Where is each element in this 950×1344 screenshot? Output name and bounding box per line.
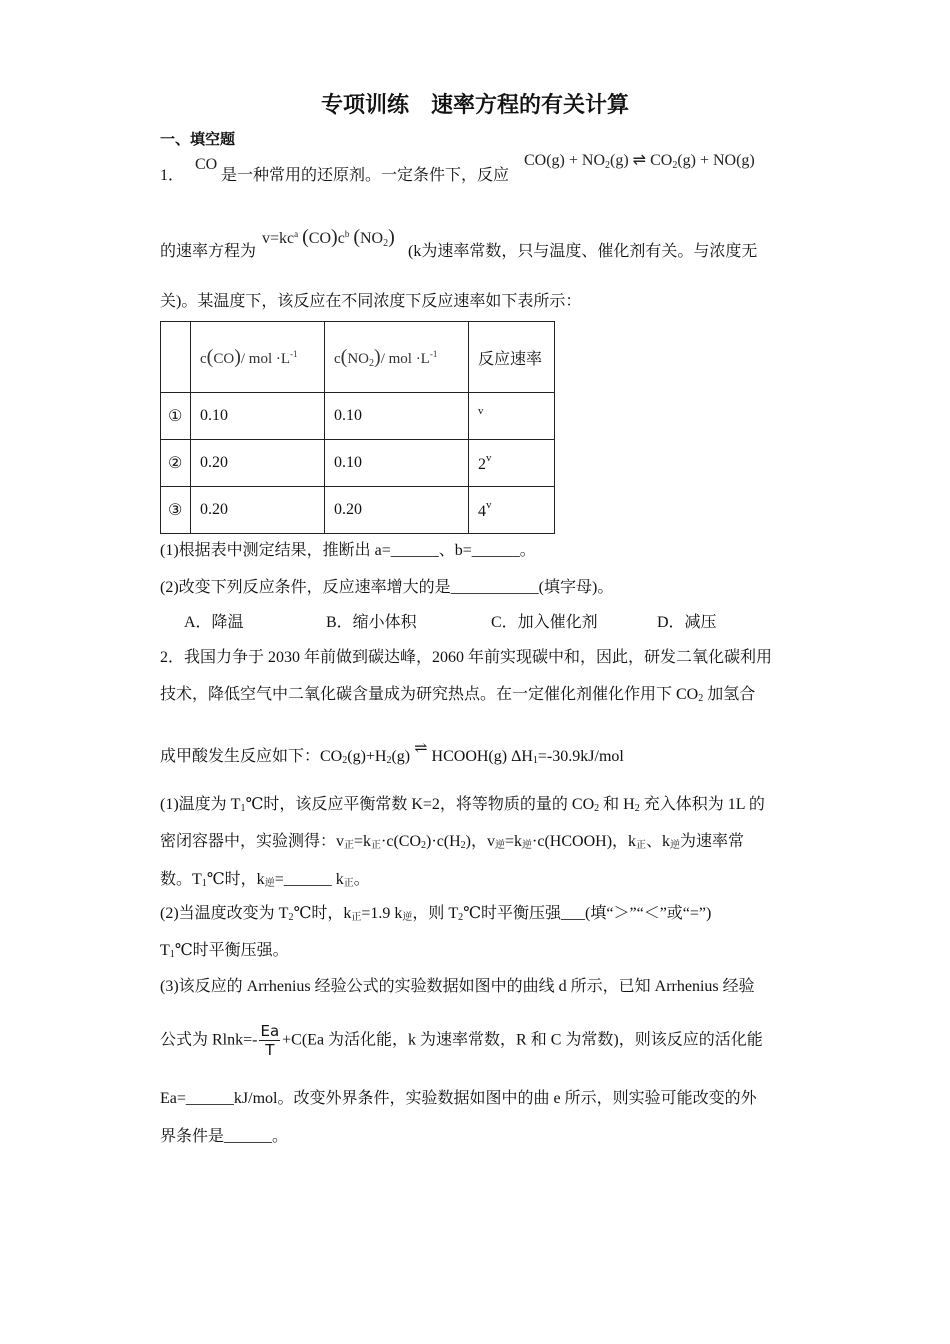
q1-line3: 关)。某温度下，该反应在不同浓度下反应速率如下表所示： [160,293,582,310]
table-header-empty [161,322,191,393]
q2-line1: 2．我国力争于 2030 年前做到碳达峰，2060 年前实现碳中和，因此，研发二氧化碳利用 [160,649,773,666]
activation-energy-fraction: $\frac{Ea}{T}$ [260,1022,280,1059]
q2-reaction-line: 成甲酸发生反应如下：CO2(g)+H2(g) ⇌ HCOOH(g) ΔH1=-30.9kJ/mol [160,740,624,766]
table-header-co: c(CO)/ mol $\cdot L^{-1}$ [191,322,325,393]
q1-rate-equation: $v=kc^a$ $(CO)c^b$ $(NO_2)$ [262,226,395,249]
rate-data-table [160,321,555,534]
option-a: A．降温 [184,614,244,631]
table-row: ③ 0.20 0.20 4$^v$ [161,487,555,534]
q2-line2: 技术，降低空气中二氧化碳含量成为研究热点。在一定催化剂催化作用下 CO2 加氢合 [160,686,756,704]
q2-s3-line4: 界条件是______。 [160,1128,289,1145]
q1-part1: (1)根据表中测定结果，推断出 a=______、b=______。 [160,542,536,559]
equilibrium-arrow: ⇌ [632,152,647,169]
q1-rate-suffix: (k为速率常数，只与温度、催化剂有关。与浓度无 [408,243,758,260]
option-b: B．缩小体积 [326,614,417,631]
q2-s1-line3: 数。T1℃时，k逆=______ k正。 [160,871,370,889]
section-heading: 一、填空题 [160,130,236,148]
q2-s1-line1: (1)温度为 T1℃时，该反应平衡常数 K=2，将等物质的量的 CO2 和 H2 充入体积为 1L 的 [160,796,765,814]
q2-s2-line1: (2)当温度改变为 T2℃时，k正=1.9 k逆，则 T2℃时平衡压强___(填“＞”“＜”或“=”) [160,905,712,923]
q2-s3-line3: Ea=______kJ/mol。改变外界条件，实验数据如图中的曲 e 所示，则实验可能改变的外 [160,1090,757,1107]
table-header-no2: $c(NO_2)/$ mol $\cdot L^{-1}$ [325,322,469,393]
table-row: ① 0.10 0.10 $^v$ [161,393,555,440]
page-title: 专项训练 速率方程的有关计算 [320,93,629,118]
q1-number: 1． [160,167,185,184]
table-row: ② 0.20 0.10 2$^v$ [161,440,555,487]
equilibrium-arrow: ⇌ [414,740,428,757]
q2-s2-line2: T1℃时平衡压强。 [160,942,289,960]
q1-intro: 是一种常用的还原剂。一定条件下，反应 [221,167,510,184]
option-d: D．减压 [657,614,717,631]
q1-part2: (2)改变下列反应条件，反应速率增大的是___________(填字母)。 [160,579,614,596]
table-header-rate: 反应速率 [469,322,555,393]
option-c: C．加入催化剂 [491,614,598,631]
q1-rate-prefix: 的速率方程为 [160,243,257,260]
q1-co-formula: CO [195,156,218,173]
q2-s1-line2: 密闭容器中，实验测得：v正=k正·c(CO2)·c(H2)，v逆=k逆·c(HCOOH)，k正、k逆为速率常 [160,833,745,851]
q2-s3-line1: (3)该反应的 Arrhenius 经验公式的实验数据如图中的曲线 d 所示，已知 Arrhenius 经验 [160,978,755,995]
q2-s3-line2: 公式为 Rlnk=- $\frac{Ea}{T}$ +C(Ea 为活化能，k 为速率常数，R 和 C 为常数)，则该反应的活化能 [160,1022,763,1059]
table-header-row [161,322,555,393]
q1-reaction-equation: $CO(g) + NO_2(g)$ ⇌ $CO_2(g) + NO(g)$ [524,152,755,171]
